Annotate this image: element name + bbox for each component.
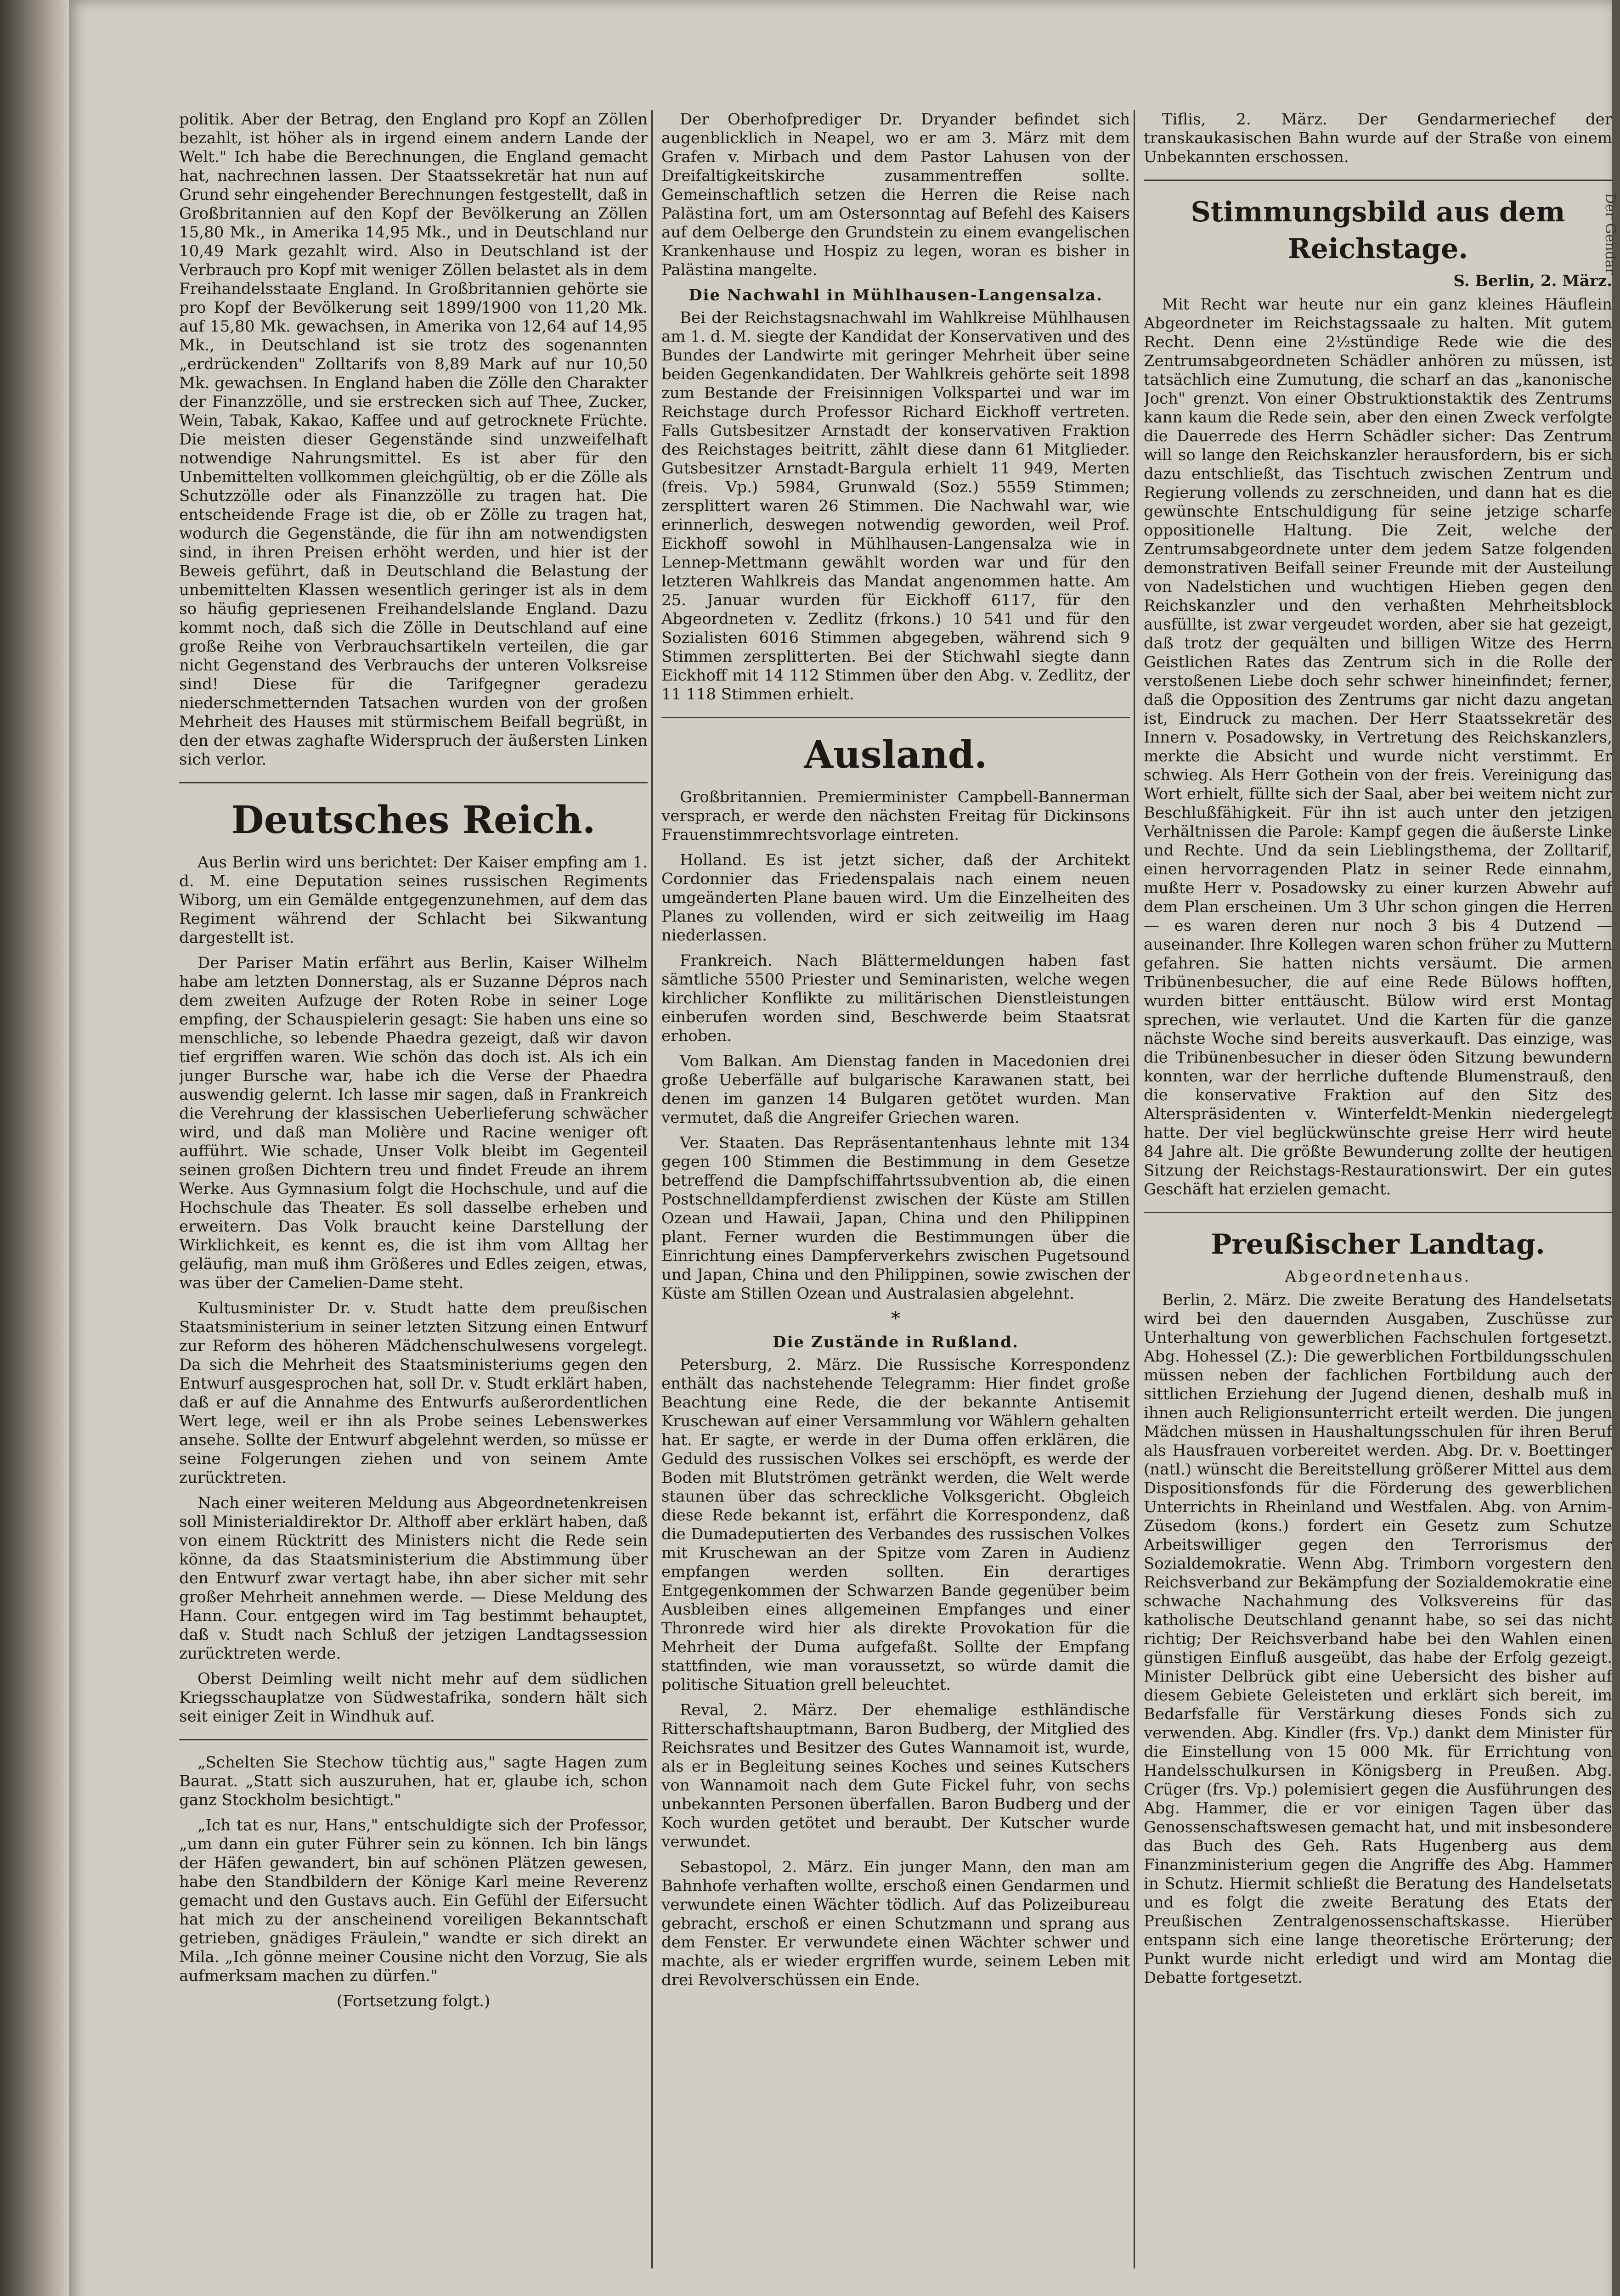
feuilleton-paragraph-1: „Schelten Sie Stechow tüchtig aus," sagte Hagen zum Baurat. „Statt sich auszuruhen, hat er, glaube ich, schon ganz Stockholm besichtigt.": [179, 1753, 648, 1809]
paragraph-matin: Der Pariser Matin erfährt aus Berlin, Kaiser Wilhelm habe am letzten Donnerstag, als er Suzanne Dépros nach dem zweiten Aufzuge der Roten Robe in seiner Loge empfing, der Schauspielerin gesagt: Sie haben uns eine so menschliche, so lebende Phaedra gezeigt, daß wir davon tief ergriffen waren. Wie schön das doch ist. Als ich ein junger Bursche war, habe ich die Verse der Phaedra auswendig gelernt. Ich lasse mir sagen, daß in Frankreich die Verehrung der klassischen Ueberlieferung schwächer wird, und daß man Molière und Racine weniger oft aufführt. Wie schade, Unser Volk bleibt im Gegenteil seinen großen Dichtern treu und findet Freude an ihrem Werke. Aus Gymnasium folgt die Hochschule, und auf die Hochschule das Theater. Es soll dasselbe erheben und erweitern. Das Volk braucht keine Darstellung der Wirklichkeit, es kennt es, die ist ihm vom Alltag her geläufig, man muß ihm Größeres und Edles zeigen, etwas, was über der Camelien-Dame steht.: [179, 954, 648, 1292]
subheading-russland: Die Zustände in Rußland.: [773, 1333, 1019, 1351]
column-rule-1: [651, 110, 653, 2268]
column-3: [1144, 110, 1612, 2268]
book-gutter: [0, 0, 69, 2296]
paragraph-landtag: Berlin, 2. März. Die zweite Beratung des Handelsetats wird bei den dauernden Ausgaben, Zuschüsse zur Unterhaltung von gewerblichen Fachschulen fortgesetzt. Abg. Hohessel (Z.): Die gewerblichen Fortbildungsschulen müssen neben der fachlichen Fortbildung auch der sittlichen Erziehung der Jugend dienen, deshalb muß in ihnen auch Religionsunterricht erteilt werden. Die jungen Mädchen müssen in Haushaltungsschulen für ihren Beruf als Hausfrauen vorbereitet werden. Abg. Dr. v. Boettinger (natl.) wünscht die Bereitstellung größerer Mittel aus dem Dispositionsfonds für die Förderung des gewerblichen Unterrichts in Rheinland und Westfalen. Abg. von Arnim-Züsedom (kons.) fordert ein Gesetz zum Schutze Arbeitswilliger gegen den Terrorismus der Sozialdemokratie. Wenn Abg. Trimborn vorgestern den Reichsverband zur Bekämpfung der Sozialdemokratie eine schwache Nachahmung des Volksvereins für das katholische Deutschland genannt habe, so sei das nicht richtig; Der Reichsverband habe bei den Wahlen einen günstigen Einfluß ausgeübt, das habe der Erfolg gezeigt. Minister Delbrück gibt eine Uebersicht des bisher auf diesem Gebiete Geleisteten und erklärt sich bereit, im Bedarfsfalle für Verstärkung dieses Fonds sich zu verwenden. Abg. Kindler (frs. Vp.) dankt dem Minister für die Einstellung von 15 000 Mk. für Errichtung von Handelsschulkursen in Königsberg in Preußen. Abg. Crüger (frs. Vp.) polemisiert gegen die Ausführungen des Abg. Hammer, die er vor einigen Tagen über das Genossenschaftswesen gemacht hat, und mit insbesondere das Buch des Geh. Rats Hugenberg aus dem Finanzministerium gegen die Angriffe des Abg. Hammer in Schutz. Hiermit schließt die Beratung des Handelsetats und es folgt die zweite Beratung des Etats der Preußischen Zentralgenossenschaftskasse. Hierüber entspann sich eine lange theoretische Erörterung; der Punkt wurde nicht erledigt und wird am Montag die Debatte fortgesetzt.: [1144, 1291, 1612, 1987]
column-2: [661, 110, 1130, 2268]
paragraph-petersburg: Petersburg, 2. März. Die Russische Korrespondenz enthält das nachstehende Telegramm: Hier findet große Beachtung eine Rede, die der bekannte Antisemit Kruschewan auf einer Versammlung vor Wählern gehalten hat. Er sagte, er werde in der Duma offen erklären, die Geduld des russischen Volkes sei erschöpft, es werde der Boden mit Blutströmen getränkt werden, die Welt werde staunen über das schreckliche Volksgericht. Obgleich diese Rede bekannt ist, erfährt die Korrespondenz, daß die Dumadeputierten des Verbandes des russischen Volkes mit Kruschewan an der Spitze vom Zaren in Audienz empfangen werden sollten. Ein derartiges Entgegenkommen der Schwarzen Bande gegenüber beim Ausbleiben eines allgemeinen Empfanges und einer Thronrede wird hier als direkte Provokation für die Mehrheit der Duma aufgefaßt. Sollte der Empfang stattfinden, wie man voraussetzt, so würde damit die politische Situation grell beleuchtet.: [661, 1356, 1130, 1694]
paragraph-dryander: Der Oberhofprediger Dr. Dryander befindet sich augenblicklich in Neapel, wo er am 3. März mit dem Grafen v. Mirbach und dem Pastor Lahusen von der Dreifaltigkeitskirche zusammentreffen sollte. Gemeinschaftlich setzen die Herren die Reise nach Palästina fort, um am Ostersonntag auf Befehl des Kaisers auf dem Oelberge den Grundstein zu einem evangelischen Krankenhause und Hospiz zu legen, woran es bisher in Palästina mangelte.: [661, 110, 1130, 279]
paragraph-althoff: Nach einer weiteren Meldung aus Abgeordnetenkreisen soll Ministerialdirektor Dr. Althoff aber erklärt haben, daß von einem Rücktritt des Ministers nicht die Rede sein könne, da das Staatsministerium die Abstimmung über den Entwurf zwar vertagt habe, ihn aber sicher mit sehr großer Mehrheit annehmen werde. — Diese Meldung des Hann. Cour. entgegen wird im Tag bestimmt behauptet, daß v. Studt nach Schluß der jetzigen Landtagssession zurücktreten werde.: [179, 1494, 648, 1663]
paragraph-holland: Holland. Es ist jetzt sicher, daß der Architekt Cordonnier das Friedenspalais nach einem neuen umgeänderten Plane bauen wird. Um die Einzelheiten des Planes zu vollenden, wird er sich zeitweilig im Haag niederlassen.: [661, 851, 1130, 945]
adjacent-page-margin-text: Der Gendar: [1602, 193, 1618, 275]
paragraph-reval: Reval, 2. März. Der ehemalige esthländische Ritterschaftshauptmann, Baron Budberg, der Mitglied des Reichsrates und Besitzer des Gutes Wannamoit ist, wurde, als er in Begleitung seines Koches und seines Kutschers von Wannamoit nach dem Gute Fickel fuhr, von sechs unbekannten Personen überfallen. Baron Budberg und der Koch wurden getötet und beraubt. Der Kutscher wurde verwundet.: [661, 1701, 1130, 1851]
paragraph-grossbritannien: Großbritannien. Premierminister Campbell-Bannerman versprach, er werde den nächsten Freitag für Dickinsons Frauenstimmrechtsvorlage eintreten.: [661, 788, 1130, 844]
paragraph-deimling: Oberst Deimling weilt nicht mehr auf dem südlichen Kriegsschauplatze von Südwestafrika, sondern hält sich seit einiger Zeit in Windhuk auf.: [179, 1670, 648, 1726]
section-rule: [1144, 1212, 1612, 1213]
paragraph-frankreich: Frankreich. Nach Blättermeldungen haben fast sämtliche 5500 Priester und Seminaristen, welche wegen kirchlicher Konflikte zu militärischen Dienstleistungen einberufen worden sind, Beschwerde beim Staatsrat erhoben.: [661, 951, 1130, 1045]
dateline-berlin: S. Berlin, 2. März.: [1453, 272, 1612, 290]
feuilleton-paragraph-2: „Ich tat es nur, Hans," entschuldigte sich der Professor, „um dann ein guter Führer sein zu können. Ich bin längs der Häfen gewandert, bin auf schönen Plätzen gewesen, habe den Standbildern der Könige Karl meine Reverenz gemacht und den Gustavs auch. Ein Gefühl der Eifersucht hat mich zu der anscheinend voreiligen Bekanntschaft getrieben, gnädiges Fräulein," wandte er sich direkt an Mila. „Ich gönne meiner Cousine nicht den Vorzug, Sie als aufmerksam machen zu dürfen.": [179, 1816, 648, 1985]
feuilleton-rule: [179, 1739, 648, 1740]
paragraph-kaiser-deputation: Aus Berlin wird uns berichtet: Der Kaiser empfing am 1. d. M. eine Deputation seines russischen Regiments Wiborg, um ein Gemälde entgegenzunehmen, auf dem das Regiment während der Schlacht bei Sikwantung dargestellt ist.: [179, 853, 648, 947]
heading-deutsches-reich: Deutsches Reich.: [231, 798, 596, 842]
section-rule: [661, 717, 1130, 718]
section-rule: [1144, 180, 1612, 181]
paragraph-ver-staaten: Ver. Staaten. Das Repräsentantenhaus lehnte mit 134 gegen 100 Stimmen die Bestimmung in dem Gesetze betreffend die Dampfschiffahrtssubvention ab, die einen Postschnelldampferdienst zwischen der Küste am Stillen Ozean und Hawaii, Japan, China und den Philippinen plant. Ferner wurden die Bestimmungen über die Einrichtung eines Dampferverkehrs zwischen Pugetsound und Japan, China und den Philippinen, sowie zwischen der Küste am Stillen Ozean und Australasien abgelehnt.: [661, 1134, 1130, 1303]
paragraph-stimmungsbild: Mit Recht war heute nur ein ganz kleines Häuflein Abgeordneter im Reichstagssaale zu halten. Mit gutem Recht. Denn eine 2½stündige Rede wie die des Zentrumsabgeordneten Schädler anhören zu müssen, ist tatsächlich eine Zumutung, die scharf an das „kanonische Joch" grenzt. Von einer Obstruktionstaktik des Zentrums kann kaum die Rede sein, aber den einen Zweck verfolgte die Dauerrede des Herrn Schädler sicher: Das Zentrum will so lange den Reichskanzler herausfordern, bis er sich dazu entschließt, das Tischtuch zwischen Zentrum und Regierung vollends zu zerschneiden, und dann hat es die gewünschte Entschuldigung für seine jetzige scharfe oppositionelle Haltung. Die Zeit, welche der Zentrumsabgeordnete unter dem jedem Satze folgenden demonstrativen Beifall seiner Freunde mit der Austeilung von Nadelstichen und wuchtigen Hieben gegen den Reichskanzler und den verhaßten Mehrheitsblock ausfüllte, ist zwar vergeudet worden, aber sie hat gezeigt, daß trotz der gequälten und billigen Witze des Herrn Geistlichen Rates das Zentrum sich in die Rolle der verstoßenen Liebe doch sehr schwer hineinfindet; ferner, daß die Opposition des Zentrums gar nicht dazu angetan ist, Eindruck zu machen. Der Herr Staatssekretär des Innern v. Posadowsky, in Vertretung des Reichskanzlers, merkte die Absicht und wurde nicht verstimmt. Er schwieg. Als Herr Gothein von der freis. Vereinigung das Wort erhielt, füllte sich der Saal, aber bei weitem nicht zur Beschlußfähigkeit. Für ihn ist auch unter den jetzigen Verhältnissen die Parole: Kampf gegen die äußerste Linke und Rechte. Und da sein Lieblingsthema, der Zolltarif, einen hervorragenden Platz in seiner Rede einnahm, mußte Herr v. Posadowsky zu einer kurzen Abwehr auf dem Plan erscheinen. Um 3 Uhr schon gingen die Herren — es waren deren nur noch 3 bis 4 Dutzend — auseinander. Ihre Kollegen waren schon früher zu Muttern gefahren. Sie hatten nichts versäumt. Die armen Tribünenbesucher, die auf eine Rede Bülows hofften, wurden bitter enttäuscht. Bülow wird erst Montag sprechen, wie verlautet. Und die Karten für die ganze nächste Woche sind bereits ausverkauft. Das einzige, was die Tribünenbesucher in dieser öden Sitzung bewundern konnten, war der herrliche duftende Blumenstrauß, den die konservative Fraktion auf den Sitz des Alterspräsidenten v. Winterfeldt-Menkin niedergelegt hatte. Der viel beglückwünschte greise Herr wird heute 84 Jahre alt. Die größte Bewunderung zollte der heutigen Sitzung der Reichstags-Restaurationswirt. Der ein gutes Geschäft hat erzielen gemacht.: [1144, 295, 1612, 1199]
heading-stimmungsbild: Stimmungsbild aus dem Reichstage.: [1191, 196, 1565, 265]
paragraph-sebastopol: Sebastopol, 2. März. Ein junger Mann, den man am Bahnhofe verhaften wollte, erschoß einen Gendarmen und verwundete einen Wächter tödlich. Auf das Polizeibureau gebracht, erschoß er einen Schutzmann und sprang aus dem Fenster. Er verwundete einen Wächter schwer und machte, als er wieder ergriffen wurde, seinem Leben mit drei Revolverschüssen ein Ende.: [661, 1858, 1130, 1989]
paragraph-tiflis: Tiflis, 2. März. Der Gendarmeriechef der transkaukasischen Bahn wurde auf der Straße von einem Unbekannten erschossen.: [1144, 110, 1612, 166]
subheading-abgeordnetenhaus: Abgeordnetenhaus.: [1285, 1267, 1471, 1286]
article-zoelle-end: politik. Aber der Betrag, den England pro Kopf an Zöllen bezahlt, ist höher als in irgend einem andern Lande der Welt." Ich habe die Berechnungen, die England gemacht hat, nachrechnen lassen. Der Staatssekretär hat nun auf Grund sehr eingehender Berechnungen festgestellt, daß in Großbritannien auf den Kopf der Bevölkerung an Zöllen 15,80 Mk., in Amerika 14,95 Mk., und in Deutschland nur 10,49 Mark gezahlt wird. Also in Deutschland ist der Verbrauch pro Kopf mit weniger Zöllen belastet als in dem Freihandelsstaate England. In Großbritannien gehörte sie pro Kopf der Bevölkerung seit 1899/1900 von 11,20 Mk. auf 15,80 Mk. gewachsen, in Amerika von 12,64 auf 14,95 Mk., in Deutschland ist sie trotz des sogenannten „erdrückenden" Zolltarifs von 8,89 Mark auf nur 10,50 Mk. gewachsen. In England haben die Zölle den Charakter der Finanzzölle, und sie erstrecken sich auf Thee, Zucker, Wein, Tabak, Kakao, Kaffee und auf getrocknete Früchte. Die meisten dieser Gegenstände sind unzweifelhaft notwendige Nahrungsmittel. Es ist aber für den Unbemittelten vollkommen gleichgültig, ob er die Zölle als Schutzzölle oder als Finanzzölle zu tragen hat. Die entscheidende Frage ist die, ob er Zölle zu tragen hat, wodurch die Gegenstände, die für ihn am notwendigsten sind, in ihren Preisen erhöht werden, und hier ist der Beweis geführt, daß in Deutschland die Belastung der unbemittelten Klassen wesentlich geringer ist als in dem so häufig gepriesenen Freihandelslande England. Dazu kommt noch, daß sich die Zölle in Deutschland auf eine große Reihe von Verbrauchsartikeln verteilen, die gar nicht Gegenstand des Verbrauchs der unteren Volksreise sind! Diese für die Tarifgegner geradezu niederschmetternden Tatsachen wurden von der großen Mehrheit des Hauses mit stürmischem Beifall begrüßt, in den der etwas zaghafte Widerspruch der äußersten Linken sich verlor.: [179, 110, 648, 769]
paragraph-nachwahl: Bei der Reichstagsnachwahl im Wahlkreise Mühlhausen am 1. d. M. siegte der Kandidat der Konservativen und des Bundes der Landwirte mit geringer Mehrheit über seine beiden Gegenkandidaten. Der Wahlkreis gehörte seit 1898 zum Bestande der Freisinnigen Volkspartei und war im Reichstage durch Professor Richard Eickhoff vertreten. Falls Gutsbesitzer Arnstadt der konservativen Fraktion des Reichstages beitritt, zählt diese dann 61 Mitglieder. Gutsbesitzer Arnstadt-Bargula erhielt 11 949, Merten (freis. Vp.) 5984, Grunwald (Soz.) 5559 Stimmen; zersplittert waren 26 Stimmen. Die Nachwahl war, wie erinnerlich, deswegen notwendig geworden, weil Prof. Eickhoff sowohl in Mühlhausen-Langensalza wie in Lennep-Mettmann gewählt worden war und für den letzteren Wahlkreis das Mandat angenommen hatte. Am 25. Januar wurden für Eickhoff 6117, für den Abgeordneten v. Zedlitz (frkons.) 10 541 und für den Sozialisten 6016 Stimmen abgegeben, während sich 9 Stimmen zersplitterten. Bei der Stichwahl siegte dann Eickhoff mit 14 112 Stimmen über den Abg. v. Zedlitz, der 11 118 Stimmen erhielt.: [661, 309, 1130, 703]
heading-preussischer-landtag: Preußischer Landtag.: [1211, 1228, 1545, 1261]
section-rule: [179, 782, 648, 783]
paragraph-studt: Kultusminister Dr. v. Studt hatte dem preußischen Staatsministerium in seiner letzten Sitzung einen Entwurf zur Reform des höheren Mädchenschulwesens vorgelegt. Da sich die Mehrheit des Staatsministeriums gegen den Entwurf ausgesprochen hat, soll Dr. v. Studt erklärt haben, daß er auf die Annahme des Entwurfs außerordentlichen Wert lege, weil er ihn als Probe seines Lebenswerkes ansehe. Sollte der Entwurf abgelehnt werden, so müsse er seine Folgerungen ziehen und von seinem Amte zurücktreten.: [179, 1299, 648, 1487]
column-rule-2: [1134, 110, 1135, 2268]
continuation-note: (Fortsetzung folgt.): [336, 1992, 491, 2010]
section-asterisk: *: [891, 1308, 900, 1329]
column-1: [179, 110, 648, 2268]
subheading-nachwahl: Die Nachwahl in Mühlhausen-Langensalza.: [689, 286, 1103, 304]
paragraph-balkan: Vom Balkan. Am Dienstag fanden in Macedonien drei große Ueberfälle auf bulgarische Karawanen statt, bei denen im ganzen 14 Bulgaren getötet wurden. Man vermutet, daß die Angreifer Griechen waren.: [661, 1052, 1130, 1127]
heading-ausland: Ausland.: [804, 733, 988, 777]
